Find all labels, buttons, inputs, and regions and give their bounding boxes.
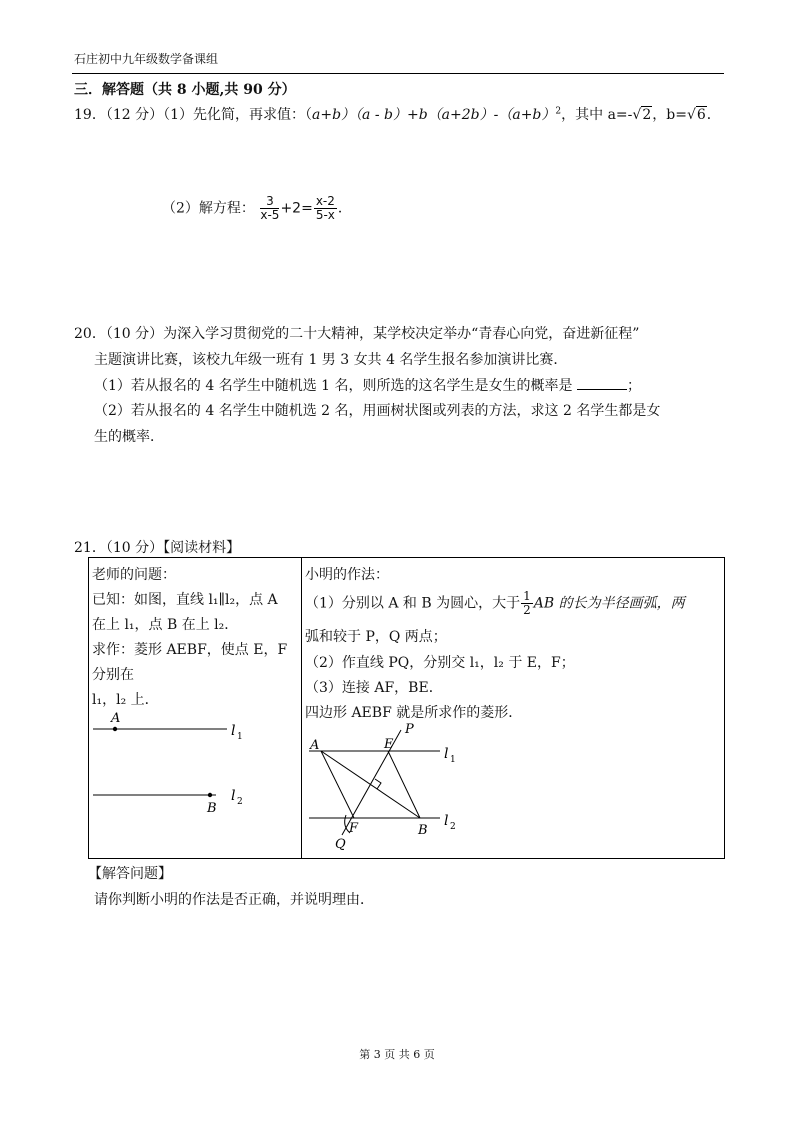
right-l1: 小明的作法：	[305, 567, 389, 583]
q19-part2	[162, 195, 352, 222]
left-l6: l₁，l₂ 上．	[92, 692, 159, 708]
q19-a-radicand: 2	[642, 107, 652, 123]
q20-line4: （2）若从报名的 4 名学生中随机选 2 名，用画树状图或列表的方法，求这 2 名学生都是女	[94, 403, 661, 419]
label-b: B	[207, 801, 217, 816]
f1-num: 3	[260, 195, 279, 209]
left-l4: 求作：菱形 AEBF，使点 E，F	[92, 642, 288, 658]
q19-b-radicand: 6	[696, 107, 706, 123]
label-l2-sub: 2	[450, 822, 456, 832]
segment-af	[321, 751, 354, 818]
q19-expr: a+b）（a - b）+b（a+2b）-（a+b）	[312, 107, 556, 123]
f2-num: x-2	[315, 194, 335, 208]
q20-line5: 生的概率．	[94, 429, 164, 445]
left-l1: 老师的问题：	[92, 567, 176, 583]
left-l3: 在上 l₁，点 B 在上 l₂．	[92, 617, 239, 633]
f2-den: 5-x	[315, 208, 335, 222]
page-header: 石庄初中九年级数学备课组	[74, 52, 219, 66]
label-q: Q	[335, 837, 346, 851]
answer-text: 请你判断小明的作法是否正确，并说明理由．	[94, 892, 374, 908]
right-l6: 四边形 AEBF 就是所求作的菱形．	[305, 705, 523, 721]
q20-line3-end: ；	[626, 378, 641, 394]
fraction-1	[260, 195, 279, 222]
label-p: P	[405, 722, 414, 737]
half-den: 2	[523, 603, 531, 617]
label-l1-sub: 1	[450, 755, 456, 765]
segment-eb	[388, 751, 420, 818]
xiaoming-method-cell	[302, 558, 725, 859]
right-angle-mark	[375, 779, 381, 789]
f1-den: x-5	[260, 208, 280, 222]
q19-sup: 2	[555, 106, 562, 117]
q19-intro: 19．（12 分）（1）先化简，再求值：（	[74, 107, 312, 123]
right-l2b: AB 的长为半径画弧，两	[533, 595, 685, 612]
label-l1-sub: 1	[237, 732, 243, 742]
label-l1: l	[444, 746, 449, 762]
half-fraction	[521, 590, 533, 617]
q19-tail1: ，其中 a=-	[561, 107, 633, 123]
left-l2: 已知：如图，直线 l₁∥l₂，点 A	[92, 592, 278, 608]
section-title: 三．解答题（共 8 小题,共 90 分）	[74, 82, 296, 98]
q19-p2-label: （2）解方程：	[162, 200, 255, 217]
q20-line3-text: （1）若从报名的 4 名学生中随机选 1 名，则所选的这名学生是女生的概率是	[94, 378, 573, 394]
label-e: E	[384, 737, 394, 752]
page-footer: 第 3 页 共 6 页	[359, 1048, 435, 1061]
right-l2a: （1）分别以 A 和 B 为圆心，大于	[305, 595, 521, 612]
half-num: 1	[523, 589, 531, 603]
teacher-figure	[89, 708, 299, 818]
label-a: A	[310, 738, 320, 753]
label-l2-sub: 2	[237, 797, 243, 807]
right-l5: （3）连接 AF，BE．	[305, 680, 443, 696]
label-b: B	[418, 823, 428, 838]
q19-line1: 19．（12 分）（1）先化简，再求值：$(a+b)(a - b)+b(a+2b)-(a+b)^2$，其中 a=-√2，b=√6．	[74, 106, 721, 123]
q20-line3	[94, 375, 641, 395]
point-b	[208, 793, 212, 797]
label-l2: l	[231, 788, 236, 804]
q20-line2: 主题演讲比赛，该校九年级一班有 1 男 3 女共 4 名学生报名参加演讲比赛．	[94, 352, 568, 368]
q19-tail2: ，b=	[652, 107, 687, 123]
answer-title: 【解答问题】	[88, 866, 172, 882]
fraction-2	[314, 195, 337, 222]
point-a	[113, 727, 117, 731]
q20-line1: 20．（10 分）为深入学习贯彻党的二十大精神，某学校决定举办“青春心向党，奋进新征程”	[74, 326, 640, 342]
teacher-question-cell	[89, 558, 302, 859]
right-l4: （2）作直线 PQ，分别交 l₁，l₂ 于 E，F；	[305, 655, 575, 671]
right-l2	[305, 590, 685, 617]
xiaoming-figure	[302, 721, 502, 851]
reading-material-table	[88, 557, 725, 859]
right-l3: 弧和较于 P，Q 两点；	[305, 629, 447, 645]
label-f: F	[349, 821, 359, 836]
plus-two-eq: +2=	[280, 200, 313, 217]
label-l2: l	[444, 813, 449, 829]
q21-title: 21．（10 分）【阅读材料】	[74, 540, 241, 556]
header-rule	[72, 73, 724, 74]
q19-tail3: ．	[706, 107, 721, 123]
left-l5: 分别在	[92, 667, 134, 683]
q19-p2-end: ．	[337, 200, 352, 217]
label-a: A	[111, 711, 121, 726]
label-l1: l	[231, 723, 236, 739]
answer-blank[interactable]	[577, 379, 627, 390]
